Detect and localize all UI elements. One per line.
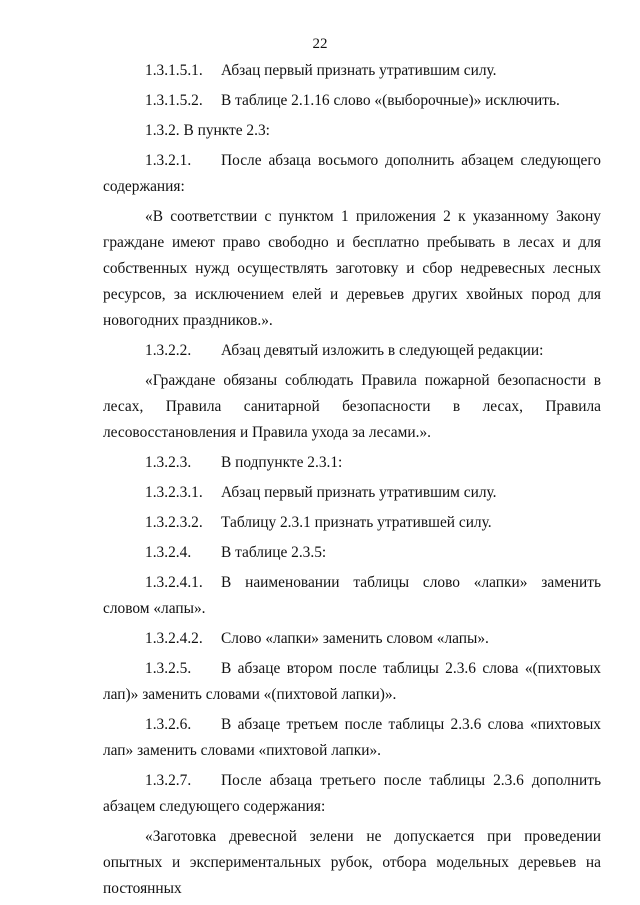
clause-number: 1.3.2.6. xyxy=(145,716,192,733)
clause-text: В таблице 2.3.5: xyxy=(221,544,327,561)
paragraph-1-3-2-1 xyxy=(103,148,601,200)
clause-text: Абзац девятый изложить в следующей редакции: xyxy=(221,342,544,359)
paragraph-1-3-2-4-1 xyxy=(103,570,601,622)
clause-text: Слово «лапки» заменить словом «лапы». xyxy=(221,630,489,647)
quote-paragraph-rights: «В соответствии с пунктом 1 приложения 2 к указанному Закону граждане имеют право свободно и бесплатно пребывать в лесах и для собственных нужд осуществлять заготовку и сбор недревесных лесных ресурсов, за исключением елей и деревьев других хвойных пород для новогодних праздников.». xyxy=(103,208,601,329)
clause-number: 1.3.2.4. xyxy=(145,544,192,561)
paragraph-1-3-2-3-2 xyxy=(103,510,601,536)
paragraph-1-3-2: 1.3.2. В пункте 2.3: xyxy=(145,122,270,139)
clause-text: В абзаце втором после таблицы 2.3.6 слова «(пихтовых лап)» заменить словами «(пихтовой лапки)». xyxy=(103,660,601,703)
paragraph-1-3-2-3-1 xyxy=(103,480,601,506)
quote-paragraph-greenery: «Заготовка древесной зелени не допускается при проведении опытных и экспериментальных рубок, отбора модельных деревьев на постоянных xyxy=(103,828,601,897)
clause-text: После абзаца восьмого дополнить абзацем следующего содержания: xyxy=(103,152,601,195)
paragraph-1-3-1-5-1 xyxy=(103,58,601,84)
clause-text: В абзаце третьем после таблицы 2.3.6 слова «пихтовых лап» заменить словами «пихтовой лапки». xyxy=(103,716,601,759)
clause-number: 1.3.2.7. xyxy=(145,772,192,789)
paragraph-1-3-2-3 xyxy=(103,450,601,476)
paragraph-1-3-2-4 xyxy=(103,540,601,566)
clause-text: После абзаца третьего после таблицы 2.3.6 дополнить абзацем следующего содержания: xyxy=(103,772,601,815)
paragraph-1-3-2-6 xyxy=(103,712,601,764)
clause-number: 1.3.2.3.2. xyxy=(145,514,203,531)
clause-number: 1.3.2.4.2. xyxy=(145,630,203,647)
paragraph-1-3-2-5 xyxy=(103,656,601,708)
paragraph-1-3-1-5-2 xyxy=(103,88,601,114)
clause-text: В наименовании таблицы слово «лапки» заменить словом «лапы». xyxy=(103,574,601,617)
clause-number: 1.3.2.4.1. xyxy=(145,574,203,591)
paragraph-1-3-2-2 xyxy=(103,338,601,364)
clause-number: 1.3.2.3. xyxy=(145,454,192,471)
clause-text: Таблицу 2.3.1 признать утратившей силу. xyxy=(221,514,492,531)
clause-number: 1.3.1.5.1. xyxy=(145,62,203,79)
clause-number: 1.3.2.3.1. xyxy=(145,484,203,501)
clause-text: В таблице 2.1.16 слово «(выборочные)» исключить. xyxy=(221,92,560,109)
paragraph-1-3-2-7 xyxy=(103,768,601,820)
clause-number: 1.3.2.2. xyxy=(145,342,192,359)
clause-number: 1.3.2.1. xyxy=(145,152,192,169)
clause-text: Абзац первый признать утратившим силу. xyxy=(221,62,497,79)
clause-number: 1.3.2.5. xyxy=(145,660,192,677)
page-number: 22 xyxy=(312,36,328,52)
paragraph-1-3-2-4-2 xyxy=(103,626,601,652)
clause-number: 1.3.1.5.2. xyxy=(145,92,203,109)
quote-paragraph-duties: «Граждане обязаны соблюдать Правила пожарной безопасности в лесах, Правила санитарной безопасности в лесах, Правила лесовосстановления и Правила ухода за лесами.». xyxy=(103,372,601,441)
clause-text: В подпункте 2.3.1: xyxy=(221,454,343,471)
clause-text: Абзац первый признать утратившим силу. xyxy=(221,484,497,501)
document-body xyxy=(103,58,601,902)
